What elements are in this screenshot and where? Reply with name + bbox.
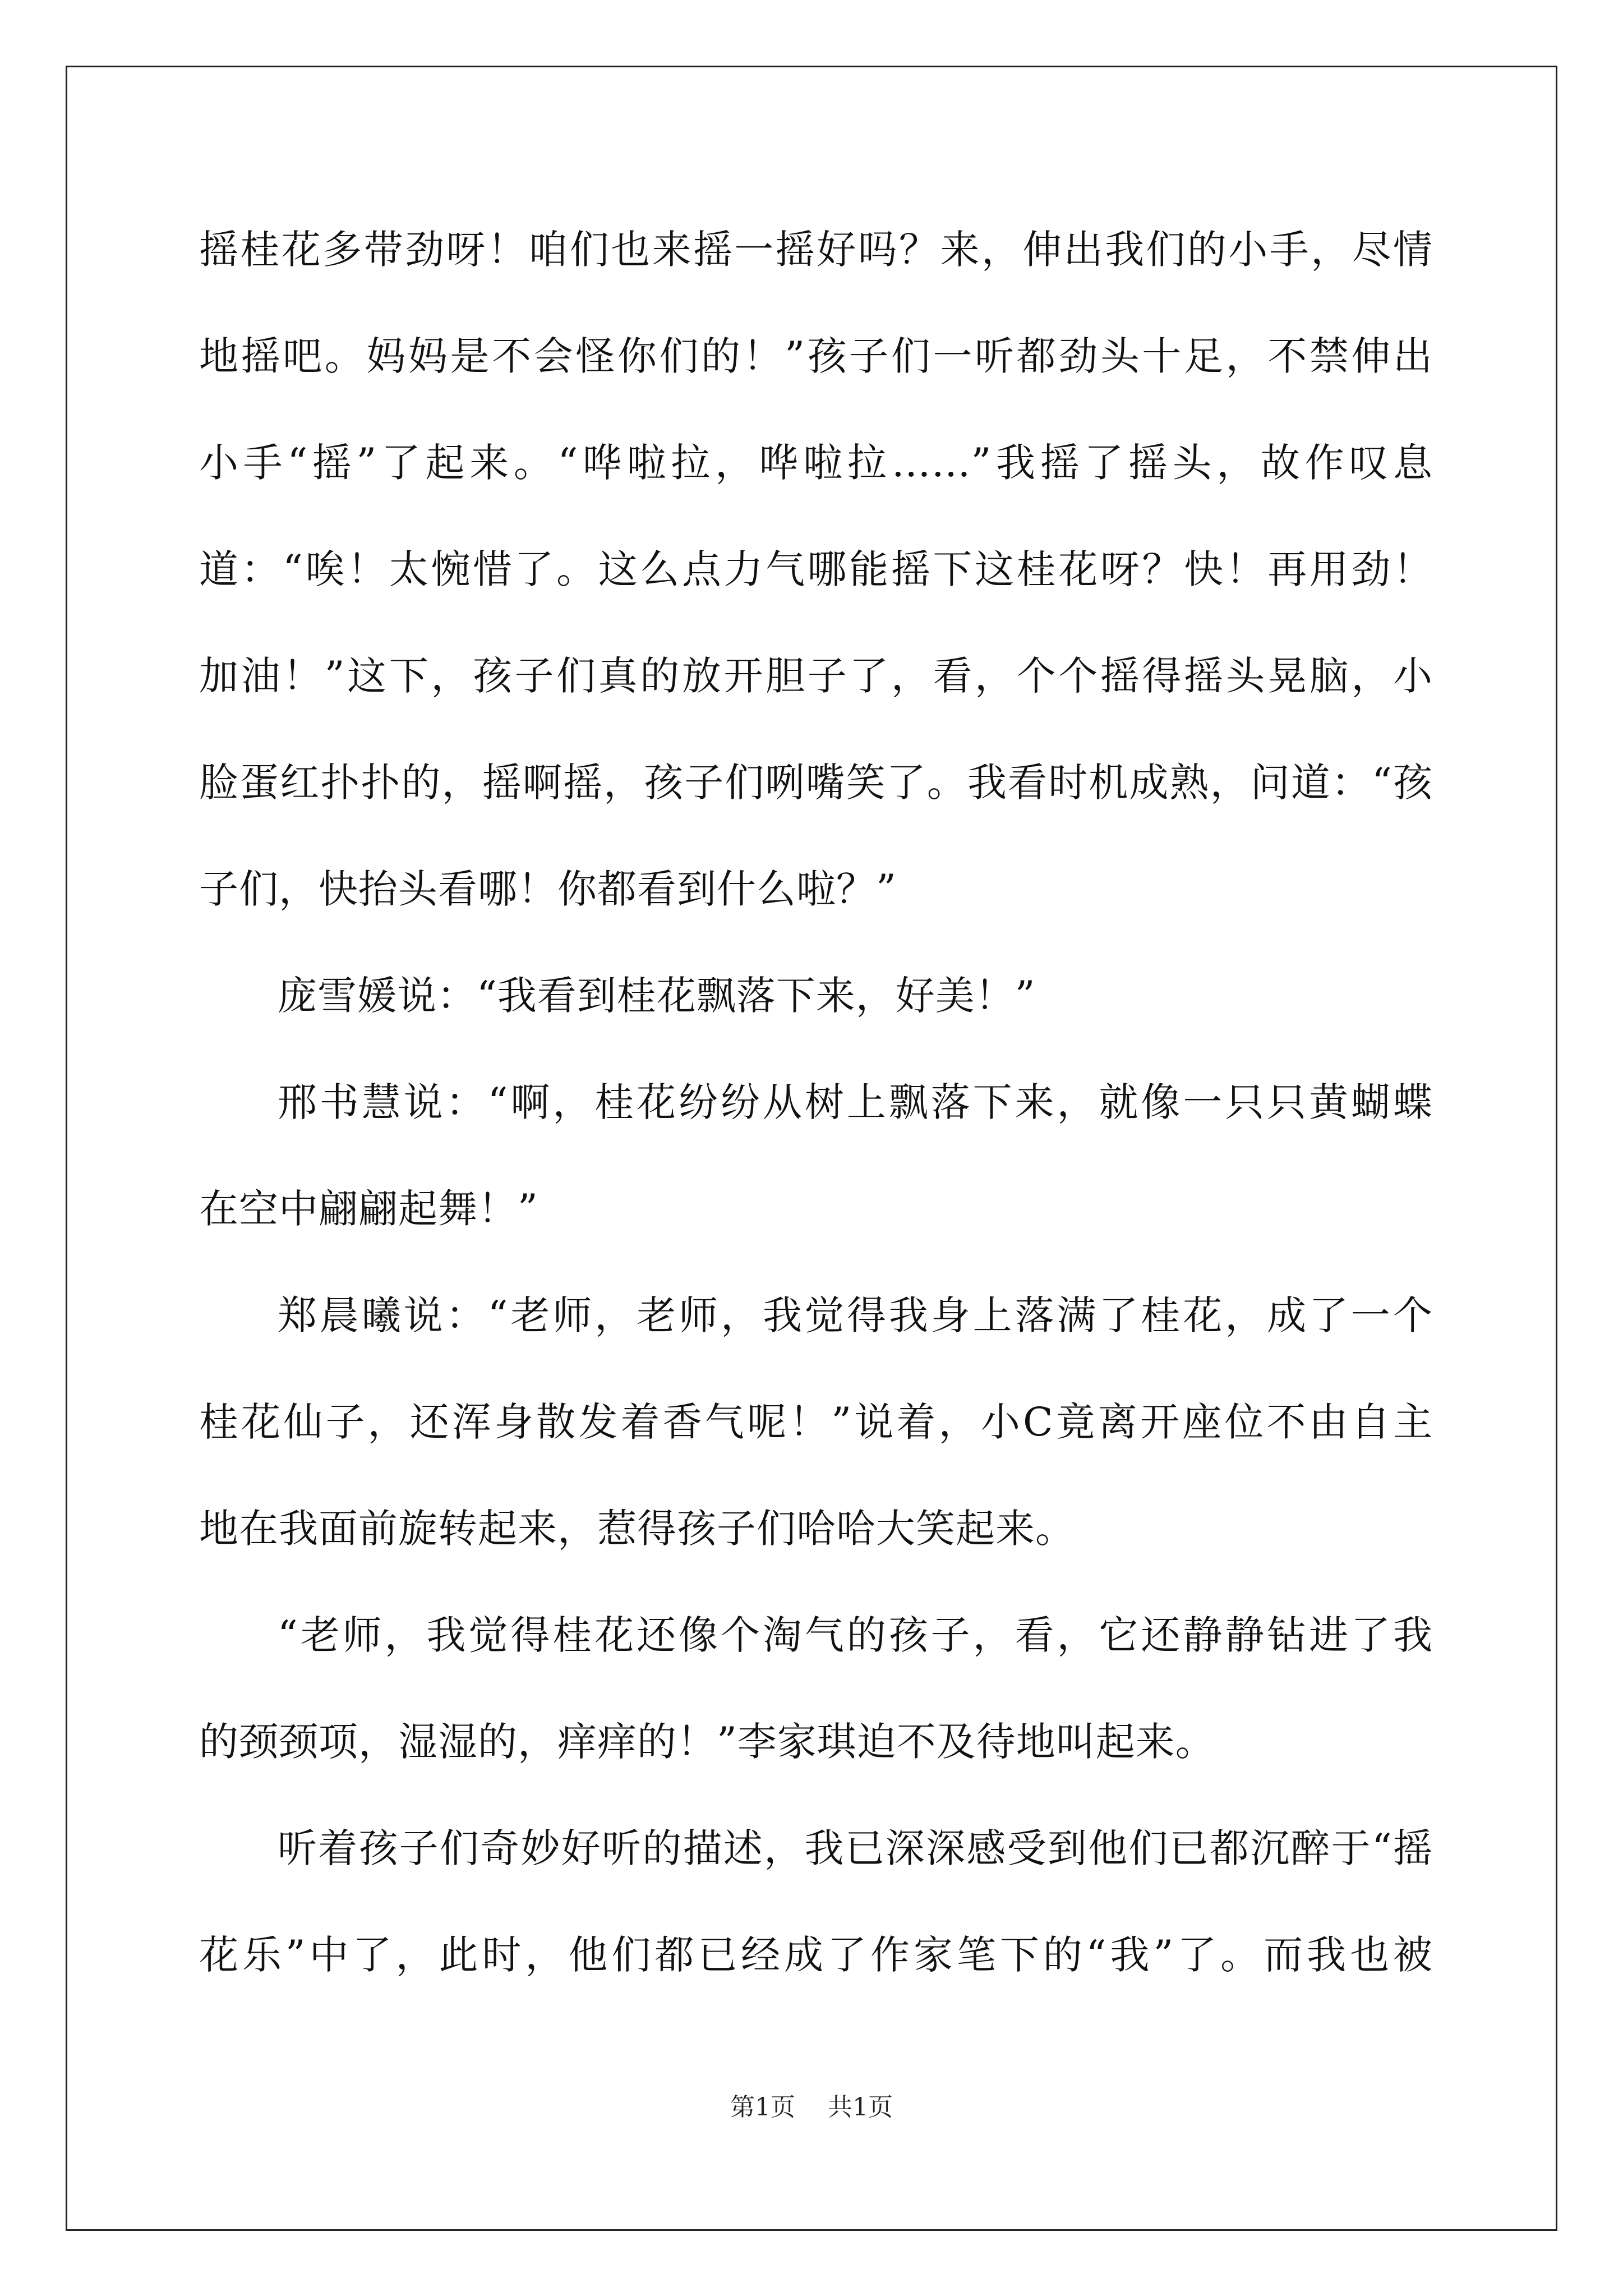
text-line: 摇桂花多带劲呀！咱们也来摇一摇好吗？来，伸出我们的小手，尽情 xyxy=(199,227,1433,273)
text-line: 桂花仙子，还浑身散发着香气呢！”说着，小C竟离开座位不由自主 xyxy=(199,1399,1433,1445)
text-line: 邢书慧说：“啊，桂花纷纷从树上飘落下来，就像一只只黄蝴蝶 xyxy=(278,1079,1433,1125)
text-line: 花乐”中了，此时，他们都已经成了作家笔下的“我”了。而我也被 xyxy=(199,1932,1433,1978)
text-line: 道：“唉！太惋惜了。这么点力气哪能摇下这桂花呀？快！再用劲！ xyxy=(199,546,1433,592)
text-line: 庞雪媛说：“我看到桂花飘落下来，好美！” xyxy=(278,973,1036,1019)
page-footer xyxy=(66,2087,1557,2123)
text-line: 听着孩子们奇妙好听的描述，我已深深感受到他们已都沉醉于“摇 xyxy=(278,1825,1433,1871)
text-line: 地在我面前旋转起来，惹得孩子们哈哈大笑起来。 xyxy=(199,1506,1075,1552)
text-line: 在空中翩翩起舞！” xyxy=(199,1186,538,1232)
text-line: 加油！”这下，孩子们真的放开胆子了，看，个个摇得摇头晃脑，小 xyxy=(199,653,1433,699)
text-line: 郑晨曦说：“老师，老师，我觉得我身上落满了桂花，成了一个 xyxy=(278,1292,1433,1338)
text-line: 小手“摇”了起来。“哗啦拉，哗啦拉……”我摇了摇头，故作叹息 xyxy=(199,440,1433,486)
text-line: “老师，我觉得桂花还像个淘气的孩子，看，它还静静钻进了我 xyxy=(278,1612,1433,1658)
text-line: 子们，快抬头看哪！你都看到什么啦？” xyxy=(199,866,897,912)
page-total: 共1页 xyxy=(828,2093,893,2122)
text-line: 脸蛋红扑扑的，摇啊摇，孩子们咧嘴笑了。我看时机成熟，问道：“孩 xyxy=(199,760,1433,806)
document-body xyxy=(199,208,1433,2019)
text-line: 地摇吧。妈妈是不会怪你们的！”孩子们一听都劲头十足，不禁伸出 xyxy=(199,333,1433,379)
page-number: 第1页 xyxy=(730,2093,795,2122)
text-line: 的颈颈项，湿湿的，痒痒的！”李家琪迫不及待地叫起来。 xyxy=(199,1719,1215,1765)
